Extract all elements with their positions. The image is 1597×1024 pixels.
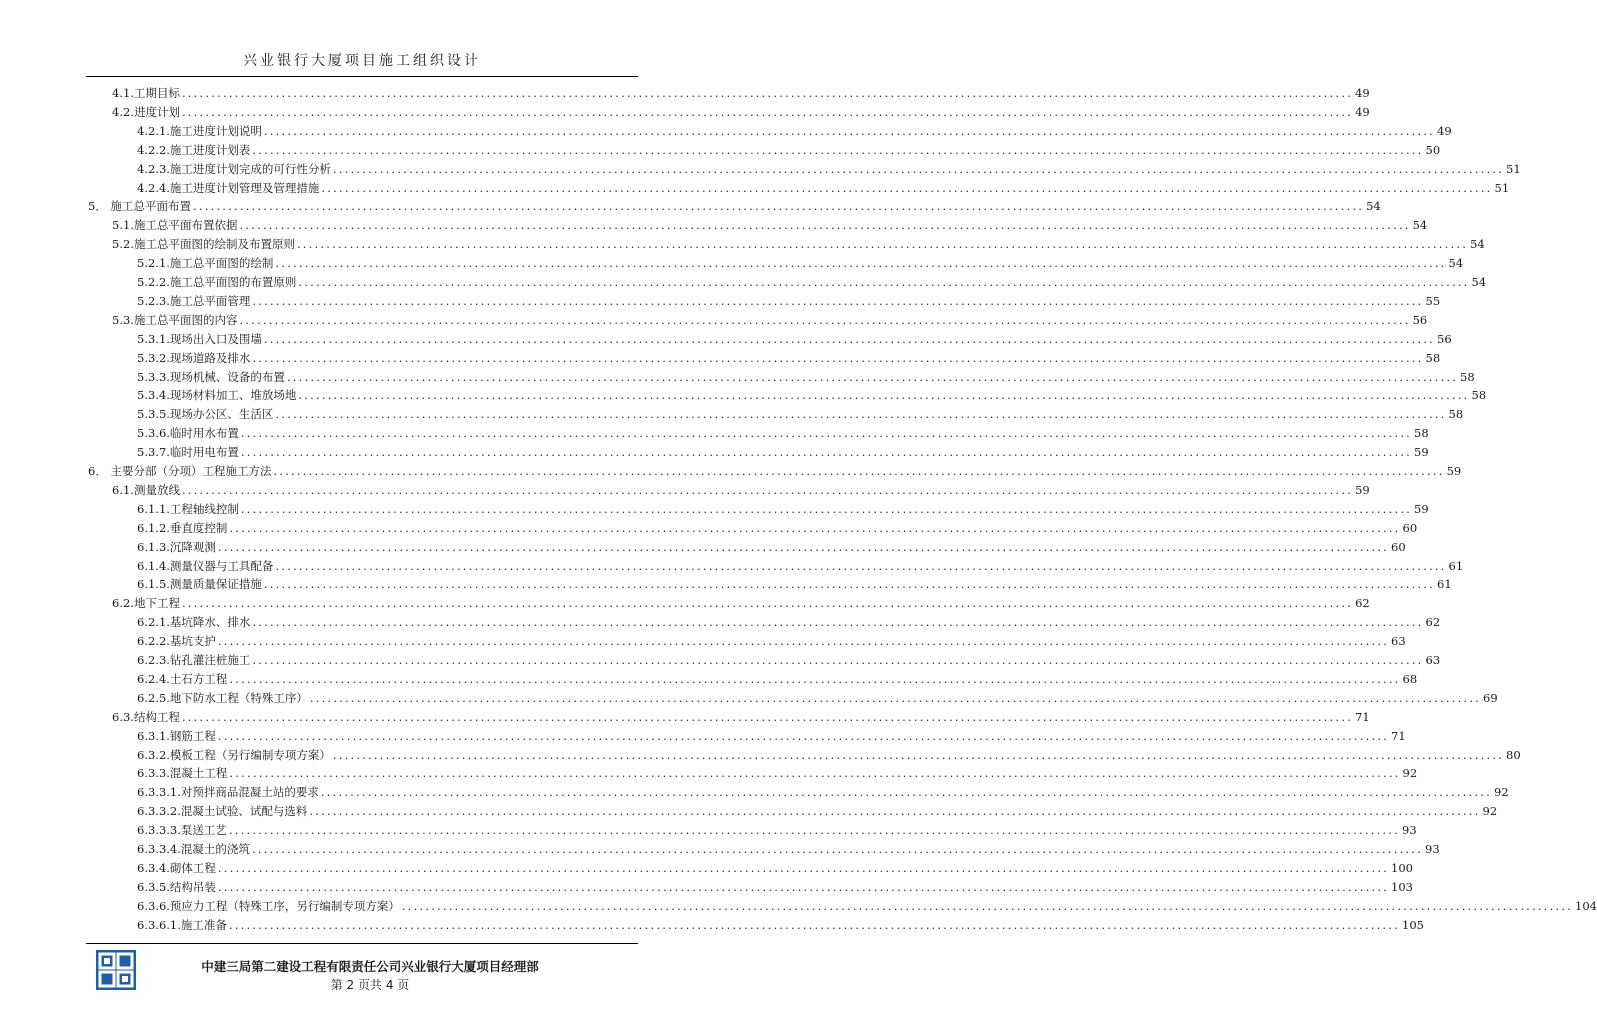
- toc-leader-dots: ........................................................................................................................................................................................................: [217, 728, 1390, 743]
- toc-entry[interactable]: [137, 386, 1487, 405]
- toc-leader-dots: ........................................................................................................................................................................................................: [286, 369, 1459, 384]
- toc-entry-title: 5.2.2.施工总平面图的布置原则: [137, 275, 297, 289]
- toc-entry[interactable]: [88, 197, 1381, 216]
- toc-leader-dots: ........................................................................................................................................................................................................: [217, 634, 1390, 649]
- toc-entry-page: 49: [1355, 86, 1370, 100]
- toc-entry-page: 59: [1414, 445, 1429, 460]
- toc-entry-page: 49: [1355, 104, 1370, 119]
- toc-entry[interactable]: [137, 651, 1441, 670]
- toc-leader-dots: ........................................................................................................................................................................................................: [229, 766, 1401, 781]
- toc-entry[interactable]: [137, 689, 1498, 708]
- document-header-title: 兴业银行大厦项目施工组织设计: [243, 53, 481, 69]
- toc-entry-page: 59: [1414, 501, 1429, 516]
- toc-entry[interactable]: [137, 273, 1487, 292]
- toc-entry-title: 5． 施工总平面布置: [88, 199, 191, 214]
- toc-entry-title: 5.3.2.现场道路及排水: [137, 350, 251, 365]
- toc-entry-page: 63: [1425, 653, 1441, 667]
- toc-entry-title: 6.1.5.测量质量保证措施: [137, 577, 262, 592]
- toc-leader-dots: ........................................................................................................................................................................................................: [181, 86, 1354, 100]
- toc-entry-page: 71: [1355, 709, 1370, 724]
- toc-entry[interactable]: [137, 179, 1510, 198]
- toc-entry-title: 6.1.2.垂直度控制: [137, 520, 228, 535]
- toc-leader-dots: ........................................................................................................................................................................................................: [252, 350, 1424, 365]
- toc-leader-dots: ........................................................................................................................................................................................................: [217, 860, 1390, 875]
- toc-entry-page: 59: [1446, 464, 1462, 478]
- toc-entry-title: 5.1.施工总平面布置依据: [112, 218, 238, 233]
- header-divider: [86, 76, 638, 77]
- toc-entry[interactable]: [137, 500, 1429, 519]
- toc-entry-title: 4.2.4.施工进度计划管理及管理措施: [137, 180, 320, 195]
- toc-entry-title: 5.3.5.现场办公区、生活区: [137, 407, 274, 422]
- toc-leader-dots: ........................................................................................................................................................................................................: [320, 785, 1492, 800]
- toc-entry-page: 68: [1402, 671, 1418, 686]
- toc-leader-dots: ........................................................................................................................................................................................................: [240, 501, 1413, 516]
- toc-entry-page: 58: [1471, 388, 1487, 403]
- toc-leader-dots: ........................................................................................................................................................................................................: [298, 388, 1470, 403]
- toc-entry-page: 54: [1448, 256, 1464, 271]
- toc-leader-dots: ........................................................................................................................................................................................................: [251, 842, 1423, 856]
- toc-entry[interactable]: [112, 481, 1370, 500]
- toc-entry-page: 58: [1448, 407, 1464, 422]
- toc-entry[interactable]: [137, 897, 1597, 916]
- toc-leader-dots: ........................................................................................................................................................................................................: [181, 104, 1354, 119]
- toc-entry-title: 5.3.6.临时用水布置: [137, 426, 239, 441]
- toc-leader-dots: ........................................................................................................................................................................................................: [229, 520, 1401, 535]
- toc-entry-page: 62: [1425, 615, 1441, 630]
- toc-entry[interactable]: [137, 575, 1452, 594]
- toc-leader-dots: ........................................................................................................................................................................................................: [273, 464, 1445, 478]
- toc-leader-dots: ........................................................................................................................................................................................................: [252, 293, 1424, 308]
- toc-entry-page: 51: [1494, 180, 1510, 195]
- toc-entry-title: 6.3.4.砌体工程: [137, 860, 216, 875]
- toc-entry-page: 58: [1414, 426, 1429, 441]
- toc-leader-dots: ........................................................................................................................................................................................................: [263, 331, 1436, 346]
- toc-leader-dots: ........................................................................................................................................................................................................: [217, 539, 1390, 554]
- toc-entry-page: 92: [1494, 785, 1509, 800]
- toc-entry[interactable]: [137, 746, 1521, 765]
- toc-entry-page: 59: [1355, 482, 1370, 497]
- toc-leader-dots: ........................................................................................................................................................................................................: [239, 312, 1411, 327]
- toc-entry-title: 4.1.工期目标: [112, 86, 180, 100]
- toc-entry-page: 50: [1425, 142, 1441, 157]
- toc-entry-title: 5.3.3.现场机械、设备的布置: [137, 369, 285, 384]
- toc-leader-dots: ........................................................................................................................................................................................................: [181, 596, 1354, 611]
- toc-entry-title: 6.1.测量放线: [112, 482, 180, 497]
- toc-entry[interactable]: [137, 405, 1464, 424]
- toc-entry-page: 80: [1506, 747, 1521, 762]
- toc-leader-dots: ........................................................................................................................................................................................................: [275, 256, 1447, 271]
- toc-entry-title: 5.2.3.施工总平面管理: [137, 293, 251, 308]
- toc-entry[interactable]: [137, 727, 1406, 746]
- toc-entry-page: 54: [1471, 275, 1487, 289]
- toc-entry-title: 6.2.4.土石方工程: [137, 671, 228, 686]
- toc-entry[interactable]: [137, 878, 1413, 897]
- toc-entry[interactable]: [112, 708, 1370, 727]
- toc-entry-page: 61: [1448, 558, 1464, 573]
- cscec-logo-icon: [96, 950, 136, 990]
- toc-entry-title: 5.3.7.临时用电布置: [137, 445, 239, 460]
- toc-entry-title: 6.3.2.模板工程（另行编制专项方案）: [137, 747, 331, 762]
- toc-entry-page: 58: [1425, 350, 1441, 365]
- toc-entry-page: 60: [1402, 520, 1418, 535]
- toc-leader-dots: ........................................................................................................................................................................................................: [181, 482, 1354, 497]
- toc-entry-title: 5.2.1.施工总平面图的绘制: [137, 256, 274, 271]
- toc-entry[interactable]: [137, 613, 1441, 632]
- toc-entry-page: 58: [1460, 369, 1475, 384]
- toc-entry-title: 4.2.进度计划: [112, 104, 180, 119]
- toc-entry-page: 61: [1437, 577, 1452, 592]
- toc-entry-page: 56: [1437, 331, 1452, 346]
- toc-entry[interactable]: [137, 557, 1464, 576]
- toc-leader-dots: ........................................................................................................................................................................................................: [263, 123, 1436, 138]
- toc-entry-title: 5.3.1.现场出入口及围墙: [137, 331, 262, 346]
- toc-entry-page: 103: [1391, 879, 1413, 894]
- toc-leader-dots: ........................................................................................................................................................................................................: [228, 823, 1400, 838]
- toc-leader-dots: ........................................................................................................................................................................................................: [252, 653, 1424, 667]
- toc-entry[interactable]: [137, 670, 1418, 689]
- toc-entry-page: 51: [1506, 161, 1521, 176]
- footer-page-number: 第 2 页共 4 页: [330, 978, 410, 992]
- toc-entry[interactable]: [137, 349, 1441, 368]
- toc-entry-title: 6.3.3.4.混凝土的浇筑: [137, 842, 250, 856]
- toc-entry-page: 55: [1425, 293, 1441, 308]
- toc-entry-title: 6.3.6.1.施工准备: [137, 917, 227, 932]
- toc-leader-dots: ........................................................................................................................................................................................................: [263, 577, 1436, 592]
- toc-entry-title: 6.3.1.钢筋工程: [137, 728, 216, 743]
- toc-entry[interactable]: [137, 519, 1418, 538]
- toc-entry-title: 4.2.3.施工进度计划完成的可行性分析: [137, 161, 331, 176]
- toc-entry-title: 6.3.结构工程: [112, 709, 180, 724]
- toc-entry[interactable]: [137, 821, 1417, 840]
- toc-entry[interactable]: [88, 462, 1462, 481]
- toc-leader-dots: ........................................................................................................................................................................................................: [252, 615, 1424, 630]
- toc-entry-title: 6.2.3.钻孔灌注桩施工: [137, 653, 251, 667]
- toc-entry-page: 54: [1366, 199, 1381, 214]
- toc-entry-title: 6.2.地下工程: [112, 596, 180, 611]
- toc-entry[interactable]: [137, 368, 1475, 387]
- toc-entry[interactable]: [112, 594, 1370, 613]
- toc-entry[interactable]: [137, 254, 1464, 273]
- toc-entry[interactable]: [112, 311, 1428, 330]
- toc-leader-dots: ........................................................................................................................................................................................................: [298, 275, 1470, 289]
- toc-entry[interactable]: [137, 330, 1452, 349]
- toc-entry-title: 6.2.1.基坑降水、排水: [137, 615, 251, 630]
- toc-entry-title: 6.1.3.沉降观测: [137, 539, 216, 554]
- toc-entry-title: 5.3.4.现场材料加工、堆放场地: [137, 388, 297, 403]
- toc-entry-page: 93: [1425, 842, 1440, 856]
- toc-entry-title: 6.2.5.地下防水工程（特殊工序）: [137, 690, 308, 705]
- toc-leader-dots: ........................................................................................................................................................................................................: [181, 709, 1354, 724]
- toc-entry[interactable]: [137, 802, 1498, 821]
- toc-leader-dots: ........................................................................................................................................................................................................: [192, 199, 1365, 214]
- toc-entry-page: 104: [1575, 898, 1597, 913]
- toc-leader-dots: ........................................................................................................................................................................................................: [296, 237, 1469, 252]
- toc-entry-page: 69: [1483, 690, 1498, 705]
- toc-entry-title: 6.3.5.结构吊装: [137, 879, 216, 894]
- toc-leader-dots: ........................................................................................................................................................................................................: [229, 671, 1401, 686]
- toc-entry-page: 93: [1402, 823, 1417, 838]
- toc-entry[interactable]: [112, 235, 1485, 254]
- toc-leader-dots: ........................................................................................................................................................................................................: [240, 445, 1413, 460]
- toc-leader-dots: ........................................................................................................................................................................................................: [252, 142, 1424, 157]
- toc-entry-page: 49: [1437, 123, 1452, 138]
- toc-leader-dots: ........................................................................................................................................................................................................: [275, 558, 1447, 573]
- toc-entry-title: 5.3.施工总平面图的内容: [112, 312, 238, 327]
- toc-entry[interactable]: [137, 292, 1441, 311]
- toc-entry-title: 6.3.3.3.泵送工艺: [137, 823, 227, 838]
- toc-entry[interactable]: [112, 84, 1370, 103]
- toc-entry-title: 6.3.3.混凝土工程: [137, 766, 228, 781]
- toc-entry-page: 63: [1391, 634, 1406, 649]
- toc-leader-dots: ........................................................................................................................................................................................................: [332, 161, 1505, 176]
- toc-entry-title: 6.3.6.预应力工程（特殊工序，另行编制专项方案）: [137, 898, 400, 913]
- toc-leader-dots: ........................................................................................................................................................................................................: [401, 898, 1574, 913]
- toc-leader-dots: ........................................................................................................................................................................................................: [309, 690, 1482, 705]
- toc-entry[interactable]: [137, 783, 1509, 802]
- toc-entry[interactable]: [112, 216, 1428, 235]
- footer-divider: [86, 943, 638, 944]
- toc-entry-page: 92: [1482, 804, 1498, 819]
- toc-leader-dots: ........................................................................................................................................................................................................: [240, 426, 1413, 441]
- toc-entry[interactable]: [137, 424, 1429, 443]
- toc-entry-title: 6.3.3.1.对预拌商品混凝土站的要求: [137, 785, 319, 800]
- toc-entry[interactable]: [137, 538, 1406, 557]
- toc-entry[interactable]: [137, 160, 1521, 179]
- toc-entry-page: 62: [1355, 596, 1370, 611]
- toc-entry[interactable]: [137, 443, 1429, 462]
- toc-entry[interactable]: [112, 103, 1370, 122]
- toc-entry[interactable]: [137, 764, 1418, 783]
- toc-entry-page: 54: [1470, 237, 1485, 252]
- toc-entry-page: 100: [1391, 860, 1413, 875]
- toc-entry-title: 6.2.2.基坑支护: [137, 634, 216, 649]
- toc-entry[interactable]: [137, 840, 1440, 859]
- toc-entry[interactable]: [137, 632, 1406, 651]
- toc-entry-title: 6． 主要分部（分项）工程施工方法: [88, 464, 272, 478]
- toc-entry-title: 6.1.4.测量仪器与工具配备: [137, 558, 274, 573]
- toc-entry-title: 4.2.1.施工进度计划说明: [137, 123, 262, 138]
- toc-entry-page: 105: [1402, 917, 1424, 932]
- toc-entry-title: 4.2.2.施工进度计划表: [137, 142, 251, 157]
- toc-entry-page: 54: [1412, 218, 1428, 233]
- toc-entry-title: 6.3.3.2.混凝土试验、试配与选料: [137, 804, 308, 819]
- toc-entry-title: 5.2.施工总平面图的绘制及布置原则: [112, 237, 295, 252]
- toc-leader-dots: ........................................................................................................................................................................................................: [321, 180, 1493, 195]
- toc-entry-page: 60: [1391, 539, 1406, 554]
- toc-leader-dots: ........................................................................................................................................................................................................: [217, 879, 1390, 894]
- toc-entry[interactable]: [137, 916, 1424, 935]
- toc-entry-title: 6.1.1.工程轴线控制: [137, 501, 239, 516]
- toc-leader-dots: ........................................................................................................................................................................................................: [332, 747, 1505, 762]
- toc-leader-dots: ........................................................................................................................................................................................................: [309, 804, 1481, 819]
- toc-entry-page: 56: [1412, 312, 1428, 327]
- toc-leader-dots: ........................................................................................................................................................................................................: [228, 917, 1400, 932]
- footer-company-name: 中建三局第二建设工程有限责任公司兴业银行大厦项目经理部: [201, 959, 539, 974]
- toc-leader-dots: ........................................................................................................................................................................................................: [275, 407, 1447, 422]
- toc-entry[interactable]: [137, 141, 1441, 160]
- toc-entry[interactable]: [137, 859, 1413, 878]
- toc-entry-page: 71: [1391, 728, 1406, 743]
- toc-entry-page: 92: [1402, 766, 1418, 781]
- toc-leader-dots: ........................................................................................................................................................................................................: [239, 218, 1411, 233]
- toc-entry[interactable]: [137, 122, 1452, 141]
